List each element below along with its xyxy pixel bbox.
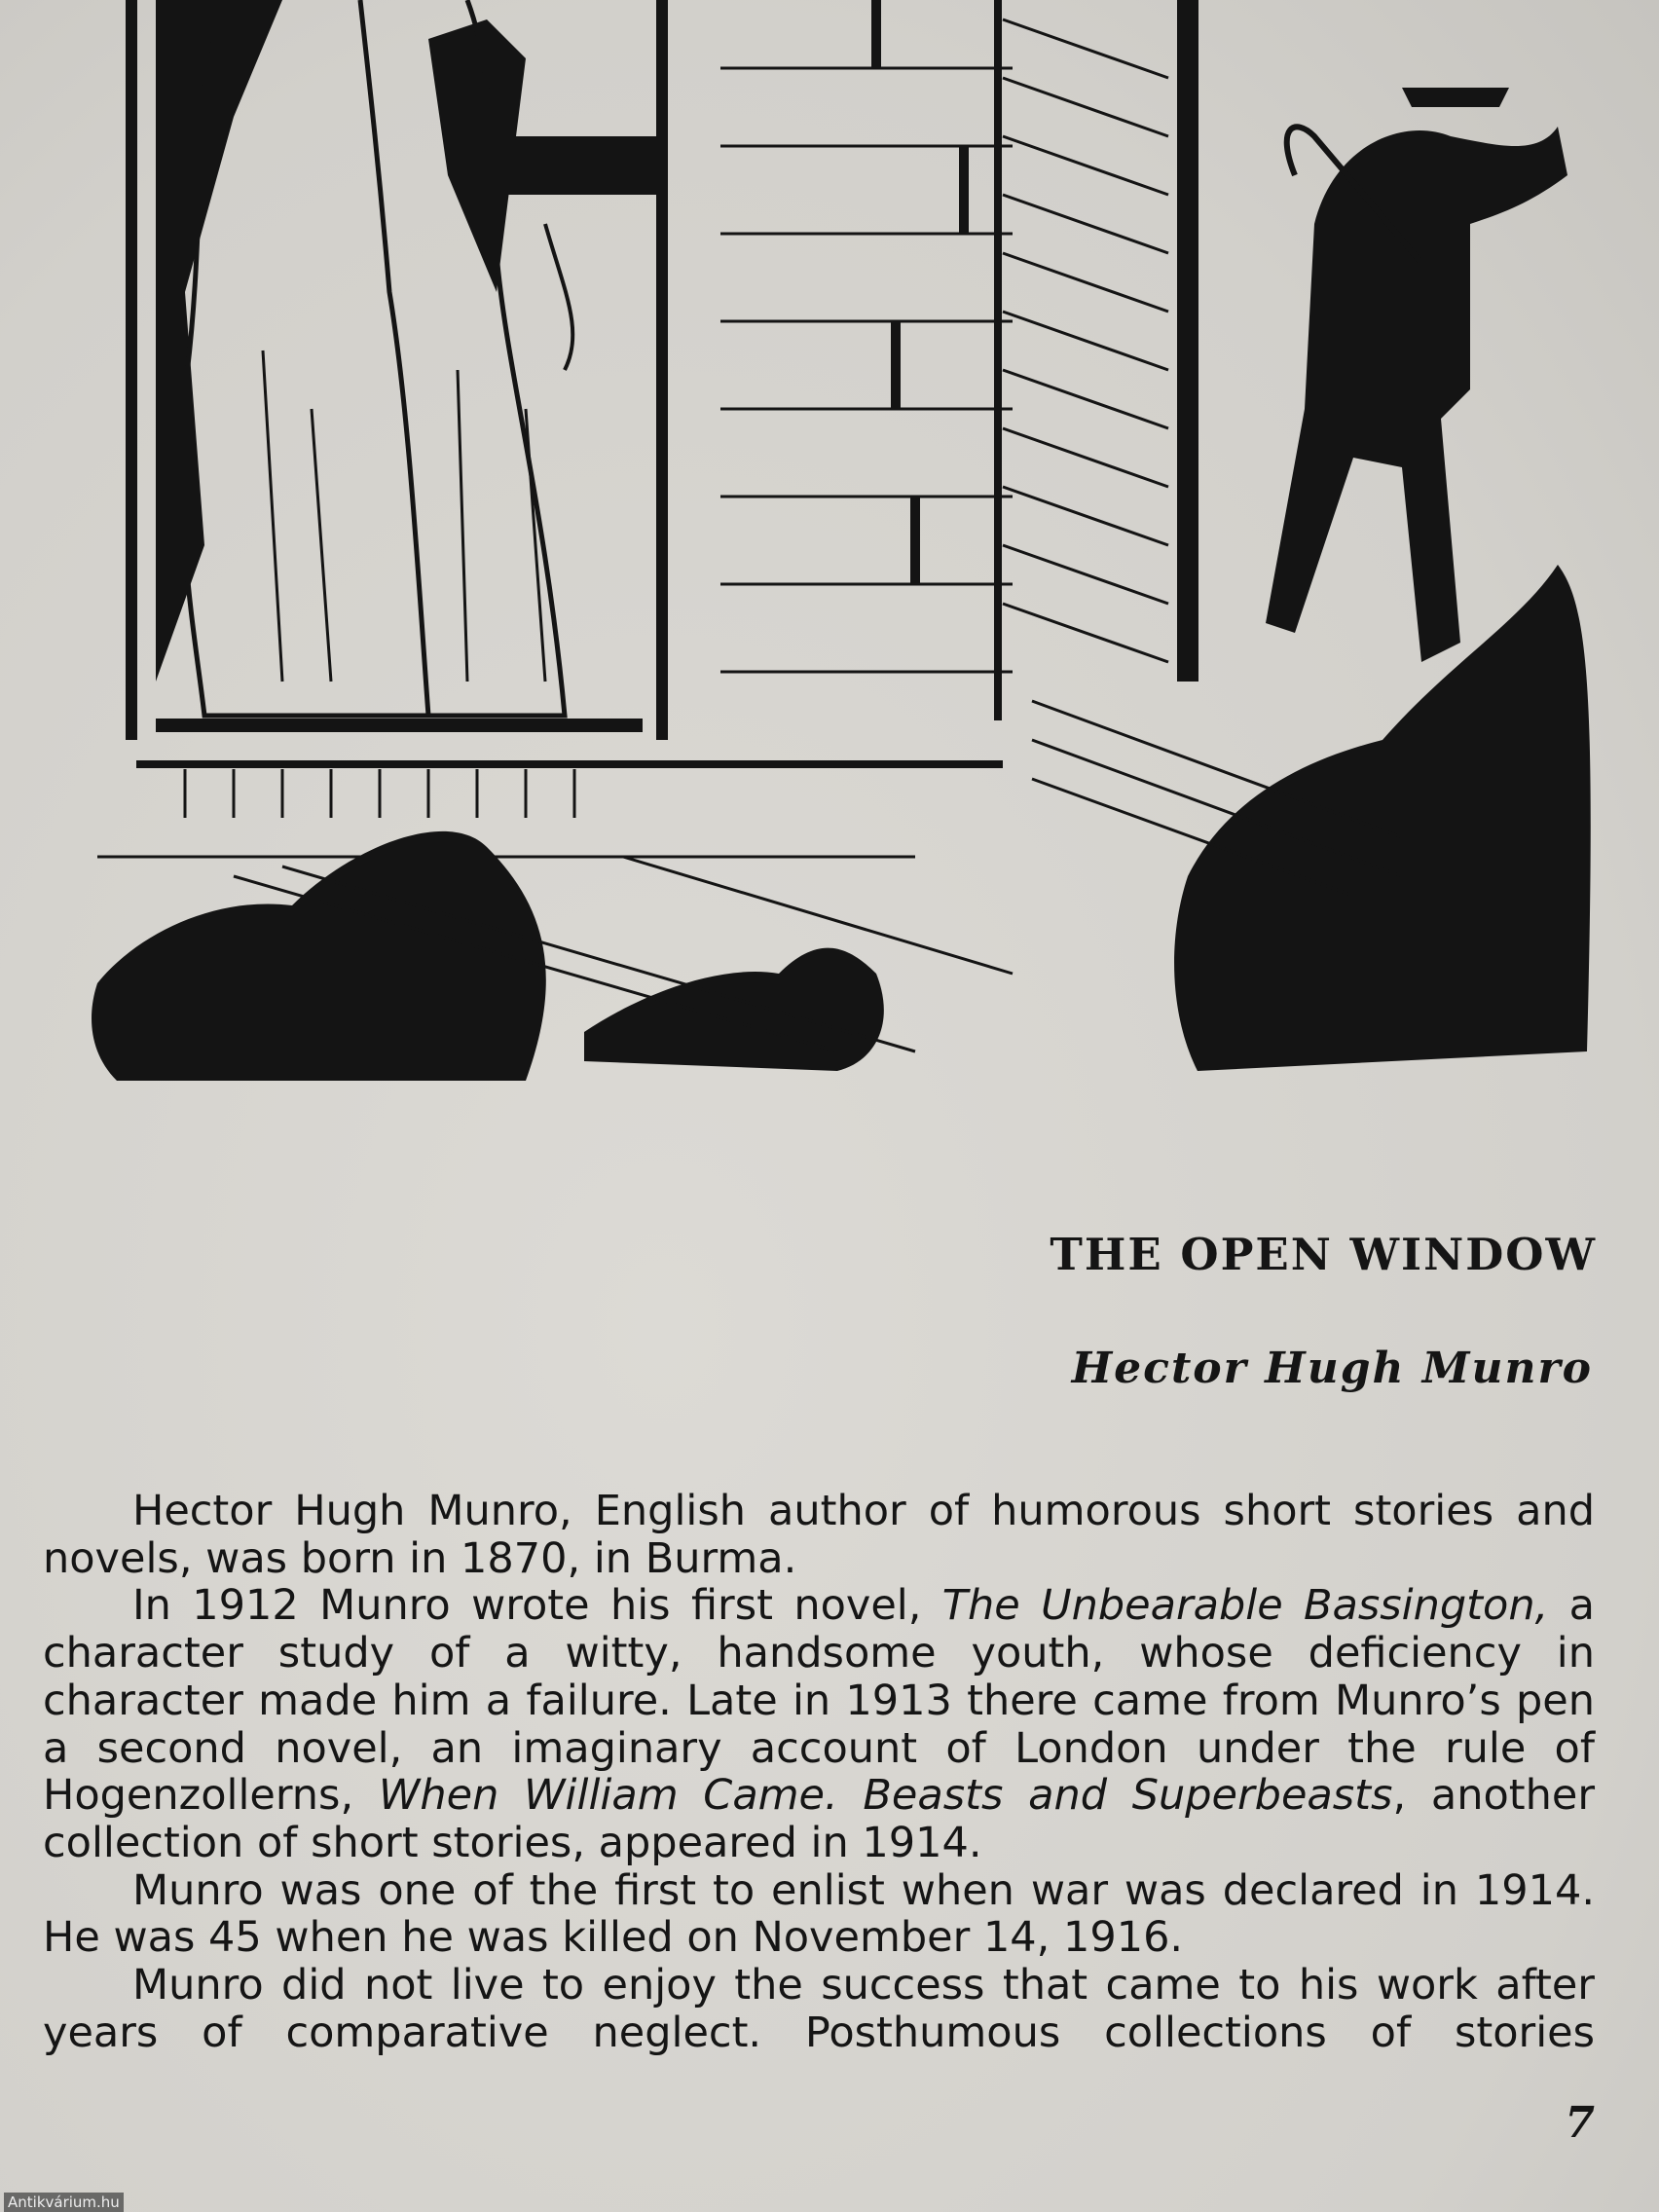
paragraph-3 xyxy=(43,1867,1595,1962)
paragraph-3-text: Munro was one of the first to enlist when war was declared in 1914. He was 45 when he was killed on November 14, 1916. xyxy=(43,1865,1595,1963)
paragraph-2-text-c: a character study of a witty, handsome youth, whose deficiency in character made him a failure. Late in 1913 there came from Munro’s pen a second novel, an imaginary account of London under the rule of Hogenzollerns, xyxy=(43,1581,1595,1821)
story-illustration xyxy=(39,0,1597,1100)
illustration-drawing xyxy=(39,0,1597,1100)
paragraph-2-text-a: In 1912 Munro wrote his first novel, xyxy=(132,1581,942,1631)
page-number: 7 xyxy=(1565,2098,1595,2148)
watermark: Antikvárium.hu xyxy=(4,2193,124,2212)
paragraph-1 xyxy=(43,1488,1595,1582)
story-author: Hector Hugh Munro xyxy=(1071,1344,1593,1393)
paragraph-2-text-e: , another collection of short stories, appeared in 1914. xyxy=(43,1771,1595,1867)
book-titles-william-beasts: When William Came. Beasts and Superbeasts xyxy=(378,1771,1393,1821)
paragraph-4 xyxy=(43,1962,1595,2056)
novel-title-bassington: The Unbearable Bassington, xyxy=(941,1581,1549,1631)
story-title: THE OPEN WINDOW xyxy=(1050,1229,1597,1280)
paragraph-4-text: Munro did not live to enjoy the success that came to his work after years of comparative neglect. Posthumous collections of stories xyxy=(43,1961,1595,2057)
paragraph-1-text: Hector Hugh Munro, English author of humorous short stories and novels, was born in 1870, in Burma. xyxy=(43,1487,1595,1583)
paragraph-2 xyxy=(43,1582,1595,1866)
biography-text xyxy=(43,1488,1595,2056)
